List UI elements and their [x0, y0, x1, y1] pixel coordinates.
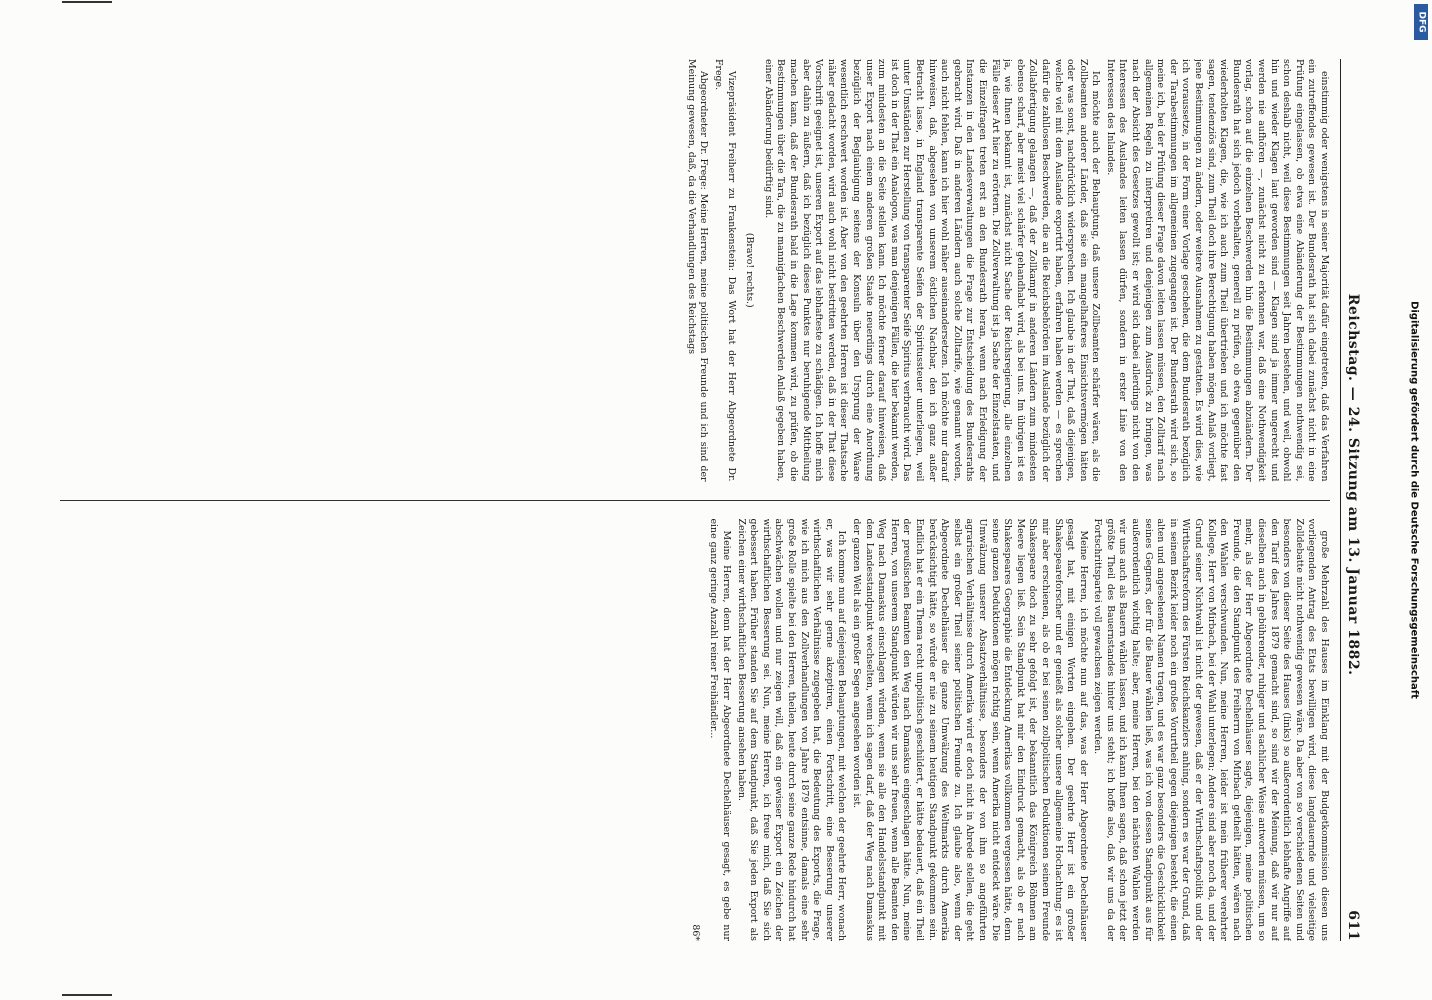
- text-columns: [60, 59, 1330, 941]
- paragraph: große Mehrzahl des Hauses im Einklang mit der Budgetkommission diesen uns vorliegenden Antrag des Etats bewilligen wird, diese langdauernde und vielseitige Zolldebatte nicht nothwendig gewesen wäre. Da aber von so verschiedenen Seiten und besonders von dieser Seite des Hauses (links) so außerordentlich lebhafte Angriffe auf den Tarif des Jahres 1879 gemacht sind, so sind wir der Meinung, daß wir nur auf dieselben auch in gebührender, ruhiger und sachlicher Weise antworten müssen, um so mehr, als der Herr Abgeordnete Dechelhäuser sagte, diejenigen, meine politischen Freunde, die den Standpunkt des Freiherrn von Mirbach getheilt hätten, wären nach den Wahlen verschwunden. Nun, meine Herren, leider ist mein früherer verehrter Kollege, Herr von Mirbach, bei der Wahl unterlegen; Andere sind aber noch da, und der Grund seiner Nichtwahl ist nicht der gewesen, daß er der Wirthschaftspolitik und der Wirthschaftsreform des Fürsten Reichskanzlers anhing, sondern es war der Grund, daß in seinem Bezirk leider noch ein großes Vorurtheil gegen diejenigen besteht, die einen alten und angesehenen Namen tragen, und es war ganz besonders die Geschicklichkeit seines Gegners, der für die Bauer wählen ließ, was ich von dessen Standpunkt aus für außerordentlich wichtig halte; aber, meine Herren, bei den nächsten Wahlen werden wir uns auch als Bauern wählen lassen, und ich kann Ihnen sagen, daß schon jetzt der größte Theil des Bauernstandes hinter uns steht; ich hoffe also, daß wir uns da der Fortschrittspartei voll gewachsen zeigen werden.: [1092, 518, 1330, 941]
- right-column: [60, 519, 1330, 942]
- paragraph: Ich möchte auch der Behauptung, daß unsere Zollbeamten schärfer wären, als die Zollbeamten anderer Länder, daß sie ein mangelhafteres Einsichtsvermögen hätten oder was sonst, nachdrücklich widersprechen. Ich glaube in der That, daß diejenigen, welche viel mit dem Auslande exportirt haben, erfahren haben werden — es sprechen dafür die zahllosen Beschwerden, die an die Reichsbehörden im Auslande bezüglich der Zollabfertigung gelangen —, daß der Zollkampf in anderen Ländern zum mindesten ebenso scharf, aber meist viel schärfer gehandhabt wird, als bei uns. Im übrigen ist es ja, wie Ihnen bekannt ist, zunächst nicht Sache der Reichsregierung, alle einzelnen Fälle dieser Art hier zu erörtern. Die Zollverwaltung ist ja Sache der Einzelstaaten, und die Einzelfragen treten erst an den Bundesrath heran, wenn nach Erledigung der Instanzen in den Landesverwaltungen die Frage zur Entscheidung des Bundesraths gebracht wird. Daß in anderen Ländern auch solche Zolltarife, wie genannt worden, auch nicht fehlen, kann ich hier wohl näher auseinandersetzen. Ich möchte nur darauf hinweisen, daß, abgesehen von unserem östlichen Nachbar, den ich ganz außer Betracht lasse, in England transparente Seifen der Spiritussteuer unterliegen, weil unter Umständen zur Herstellung von transparenter Seife Spiritus verbraucht wird. Das ist doch in der That ein Analogon, was man denjenigen Fällen, die hier bekannt werden, zum mindesten an die Seite stellen kann. Ich möchte ferner darauf hinweisen, daß unser Export nach einem anderen großen Staate neuerdings durch eine Anordnung bezüglich der Beglaubigung seitens der Konsuln über den Ursprung der Waare wesentlich erschwert worden ist. Aber von den geehrten Herren ist dieser Thatsache näher gedacht worden, wird auch wohl nicht bestritten werden, daß in der That diese Vorschrift geeignet ist, unseren Export auf das lebhafteste zu schädigen. Ich hoffe mich aber dahin zu äußern, daß ich bezüglich dieses Punktes nur beruhigende Mittheilung machen kann, daß der Bundesrath bald in die Lage kommen wird, zu prüfen, ob die Bestimmungen über die Tara, die zu mannigfachen Beschwerden Anlaß gegeben haben, einer Abänderung bedürftig sind.: [762, 59, 1102, 482]
- left-column: [60, 59, 1330, 482]
- column-divider: [60, 500, 1330, 501]
- corner-rule: [62, 994, 112, 996]
- dfg-logo-text: DFG: [1416, 11, 1427, 33]
- corner-rule: [62, 1, 112, 3]
- paragraph: Meine Herren, denn hat der Herr Abgeordnete Dechelhäuser gesagt, es gebe nur eine ganz geringe Anzahl reiner Freihändler...: [708, 518, 733, 941]
- page-number: 611: [1345, 910, 1361, 941]
- rotated-page: [41, 35, 1391, 965]
- signature-mark: 86*: [689, 924, 701, 941]
- funding-note-text: Digitalisierung gefördert durch die Deutsche Forschungsgemeinschaft: [1408, 301, 1420, 699]
- paragraph: Ich komme nun auf diejenigen Behauptungen, mit welchen der geehrte Herr, wonach er, was wir sehr gerne akzeptiren, einen Fortschritt, eine Besserung unserer wirthschaftlichen Verhältnisse zugegeben hat, die Bedeutung des Exports, die Frage, wie ich mich aus den Zollverhandlungen von Jahre 1879 entsinne, damals eine sehr große Rolle spielte bei den Herren, theilen, heute durch seine ganze Rede hindurch hat abschwächen wollen und nur zeigen will, daß ein gewisser Export ein Zeichen der wirthschaftlichen Besserung sei. Nun, meine Herren, ich freue mich, daß Sie sich gebessert haben. Früher standen Sie auf dem Standpunkt, daß Sie jeden Export als Zeichen einer wirthschaftlichen Besserung ansehen haben.: [735, 518, 848, 941]
- paragraph: einstimmig oder wenigstens in seiner Majorität dafür eingetreten, daß das Verfahren ein zutreffendes gewesen ist. Der Bundesrath hat sich dabei zunächst nicht in eine Prüfung eingelassen, ob etwa eine Abänderung der Bestimmungen nothwendig sei, schon deshalb nicht, weil diese Bestimmungen seit Jahren bestehen, und weil, obwohl hin und wieder Klagen laut geworden sind — Klagen sind ja immer ungerecht und werden nie aufhören —, zunächst nicht zu erkennen war, daß eine Nothwendigkeit vorlag, schon auf die einzelnen Beschwerden hin die Bestimmungen abzuändern. Der Bundesrath hat sich jedoch vorbehalten, generell zu prüfen, ob etwa gegenüber den wiederholten Klagen, die, wie ich auch zum Theil übertrieben und ich möchte fast sagen, tendenziös sind, zum Theil doch ihre Berechtigung haben mögen, Anlaß vorliegt, jene Bestimmungen zu ändern, oder weitere Ausnahmen zu gestatten. Es wird dies, wie ich voraussetze, in der Form einer Vorlage geschehen, die dem Bundesrath bezüglich der Tarabestimmungen im allgemeinen zugegangen ist. Der Bundesrath wird sich, so meine ich, bei der Prüfung dieser Frage davon leiten lassen müssen, den Zolltarif nach allgemeinen Regeln zu interpretiren und denjenigen zum Ausdruck zu bringen, was nach der Absicht des Gesetzes gewollt ist; er wird sich dabei allerdings nicht von den Interessen des Auslandes leiten lassen dürfen, sondern in erster Linie von den Interessen des Inlandes.: [1104, 59, 1330, 482]
- paragraph: Meine Herren, ich möchte nun auf das, was der Herr Abgeordnete Dechelhäuser gesagt hat, mit einigen Worten eingehen. Der geehrte Herr ist ein großer Shakespeareforscher und er genießt als solcher unsere allgemeine Hochachtung; es ist mir aber erschienen, als ob er bei seinen zollpolitischen Deduktionen seinem Freunde Shakespeare doch zu sehr gefolgt ist, der bekanntlich das Königreich Böhmen am Meere liegen ließ. Sein Standpunkt hat mir den Eindruck gemacht, als ob er nach Shakespeares Geographie die Entdeckung Amerikas vollkommen vergessen hätte, denn seine ganzen Deduktionen mögen richtig sein, wenn Amerika nicht entdeckt wäre. Die Umwälzung unserer Absatzverhältnisse, besonders der von ihm so angeführten agrarischen Verhältnisse durch Amerika wird er doch nicht in Abrede stellen, die geht selbst ein großer Theil seiner politischen Freunde zu. Ich glaube also, wenn der Abgeordnete Dechelhäuser die ganze Umwälzung des Weltmarkts durch Amerika berücksichtigt hätte, so würde er nie zu seinem heutigen Standpunkt gekommen sein. Endlich hat er ein Thema recht unpolitisch geschildert, er hätte bedauert, daß ein Theil der preußischen Beamten den Weg nach Damaskus eingeschlagen hätte. Nun, meine Herren, von unserem Standpunkt würden wir uns sehr freuen, wenn alle Beamten den Weg nach Damaskus einschlagen würden, wenn sie alle den Handelsstandpunkt mit dem Landesstandpunkt wechselten, wenn ich sagen darf, daß der Weg nach Damaskus der ganzen Welt als ein großer Segen angesehen worden ist.: [851, 518, 1089, 941]
- page-header-title: Reichstag. — 24. Sitzung am 13. Januar 1882.: [1345, 293, 1361, 676]
- applause-note: (Bravo! rechts.): [744, 232, 756, 308]
- president-line: Vizepräsident Freiherr zu Frankenstein: Das Wort hat der Herr Abgeordnete Dr. Frege.: [713, 59, 737, 482]
- page-header: [1340, 59, 1361, 941]
- funding-note: [1404, 0, 1427, 1000]
- dfg-logo-badge: [1414, 4, 1428, 40]
- frege-speech-start: Abgeordneter Dr. Frege: Meine Herren, meine politischen Freunde und ich sind der Meinung gewesen, daß, da die Verhandlungen des Reichstags: [685, 59, 710, 482]
